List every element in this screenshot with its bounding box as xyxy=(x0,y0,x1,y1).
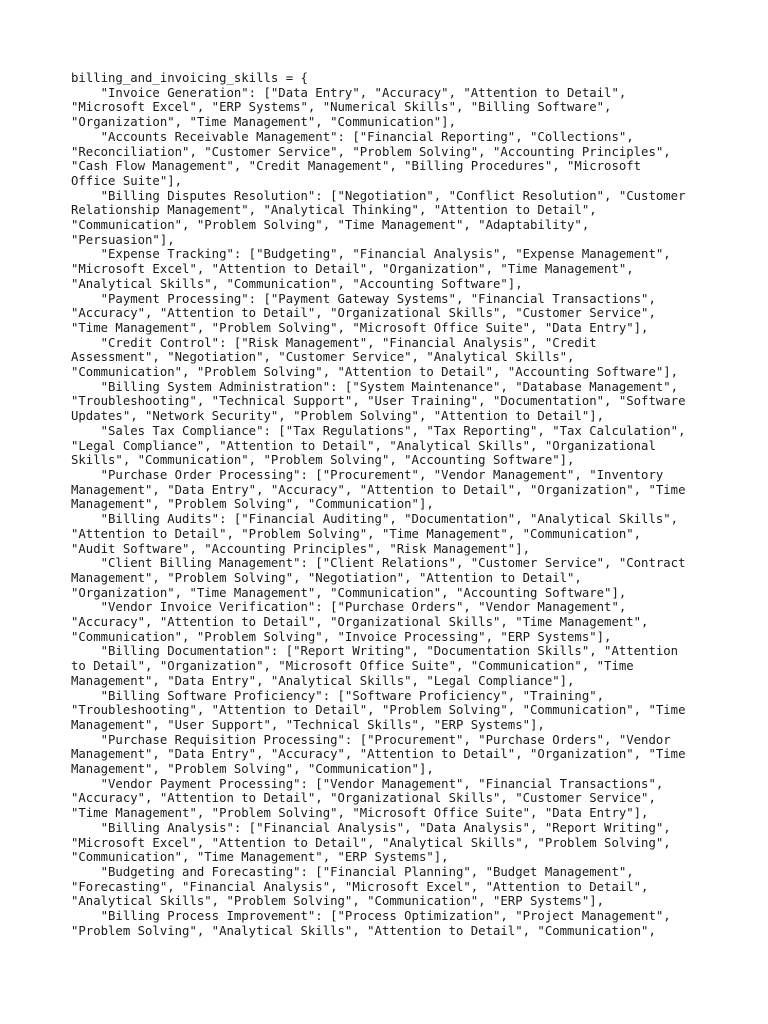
code-line: "Time Management", "Problem Solving", "Microsoft Office Suite", "Data Entry"], xyxy=(71,806,649,821)
code-block xyxy=(71,71,711,938)
code-line: "Vendor Payment Processing": ["Vendor Management", "Financial Transactions", xyxy=(71,776,664,791)
code-line: "Persuasion"], xyxy=(71,232,175,247)
document-page xyxy=(71,71,711,938)
code-line: Management", "Problem Solving", "Negotiation", "Attention to Detail", xyxy=(71,570,582,585)
code-line: "Billing Process Improvement": ["Process Optimization", "Project Management", xyxy=(71,909,671,924)
code-line: "Budgeting and Forecasting": ["Financial Planning", "Budget Management", xyxy=(71,864,634,879)
code-line: "Problem Solving", "Analytical Skills", "Attention to Detail", "Communication", xyxy=(71,923,656,938)
code-line: "Billing Analysis": ["Financial Analysis", "Data Analysis", "Report Writing", xyxy=(71,820,671,835)
code-line: "Analytical Skills", "Communication", "Accounting Software"], xyxy=(71,276,523,291)
code-line: "Communication", "Problem Solving", "Attention to Detail", "Accounting Software"], xyxy=(71,365,679,380)
code-line: "Billing Documentation": ["Report Writing", "Documentation Skills", "Attention xyxy=(71,644,679,659)
code-line: "Purchase Requisition Processing": ["Procurement", "Purchase Orders", "Vendor xyxy=(71,732,671,747)
code-line: "Audit Software", "Accounting Principles", "Risk Management"], xyxy=(71,541,531,556)
code-line: "Microsoft Excel", "Attention to Detail", "Organization", "Time Management", xyxy=(71,262,634,277)
code-line: Relationship Management", "Analytical Thinking", "Attention to Detail", xyxy=(71,203,597,218)
code-line: "Payment Processing": ["Payment Gateway Systems", "Financial Transactions", xyxy=(71,291,656,306)
code-line: "Accuracy", "Attention to Detail", "Organizational Skills", "Customer Service", xyxy=(71,306,656,321)
code-line: "Invoice Generation": ["Data Entry", "Accuracy", "Attention to Detail", xyxy=(71,85,627,100)
code-line: "Billing Software Proficiency": ["Software Proficiency", "Training", xyxy=(71,688,605,703)
code-line: Office Suite"], xyxy=(71,173,183,188)
code-line: "Reconciliation", "Customer Service", "Problem Solving", "Accounting Principles", xyxy=(71,144,671,159)
code-line: "Communication", "Problem Solving", "Invoice Processing", "ERP Systems"], xyxy=(71,629,612,644)
code-line: "Troubleshooting", "Attention to Detail", "Problem Solving", "Communication", "Time xyxy=(71,703,686,718)
code-line: "Communication", "Time Management", "ERP Systems"], xyxy=(71,850,449,865)
code-line: Management", "Data Entry", "Accuracy", "Attention to Detail", "Organization", "Time xyxy=(71,747,686,762)
code-line: "Accounts Receivable Management": ["Financial Reporting", "Collections", xyxy=(71,129,634,144)
code-line: "Organization", "Time Management", "Communication"], xyxy=(71,115,456,130)
code-line: "Analytical Skills", "Problem Solving", "Communication", "ERP Systems"], xyxy=(71,894,605,909)
code-line: "Sales Tax Compliance": ["Tax Regulations", "Tax Reporting", "Tax Calculation", xyxy=(71,423,686,438)
code-line: Management", "Data Entry", "Analytical Skills", "Legal Compliance"], xyxy=(71,673,575,688)
code-line: "Organization", "Time Management", "Communication", "Accounting Software"], xyxy=(71,585,627,600)
code-line: "Billing Disputes Resolution": ["Negotiation", "Conflict Resolution", "Customer xyxy=(71,188,686,203)
code-line: "Troubleshooting", "Technical Support", "User Training", "Documentation", "Software xyxy=(71,394,686,409)
code-line: "Microsoft Excel", "ERP Systems", "Numerical Skills", "Billing Software", xyxy=(71,100,612,115)
code-line: Management", "User Support", "Technical Skills", "ERP Systems"], xyxy=(71,717,545,732)
code-line: "Purchase Order Processing": ["Procurement", "Vendor Management", "Inventory xyxy=(71,467,664,482)
code-line: "Attention to Detail", "Problem Solving", "Time Management", "Communication", xyxy=(71,526,642,541)
code-line: "Forecasting", "Financial Analysis", "Microsoft Excel", "Attention to Detail", xyxy=(71,879,649,894)
code-line: "Credit Control": ["Risk Management", "Financial Analysis", "Credit xyxy=(71,335,597,350)
code-line: Skills", "Communication", "Problem Solving", "Accounting Software"], xyxy=(71,453,575,468)
code-line: "Client Billing Management": ["Client Relations", "Customer Service", "Contract xyxy=(71,556,686,571)
code-line: "Cash Flow Management", "Credit Management", "Billing Procedures", "Microsoft xyxy=(71,159,642,174)
code-line: Management", "Data Entry", "Accuracy", "Attention to Detail", "Organization", "Time xyxy=(71,482,686,497)
code-line: "Time Management", "Problem Solving", "Microsoft Office Suite", "Data Entry"], xyxy=(71,320,649,335)
code-line: "Legal Compliance", "Attention to Detail", "Analytical Skills", "Organizational xyxy=(71,438,656,453)
code-line: "Communication", "Problem Solving", "Time Management", "Adaptability", xyxy=(71,218,590,233)
code-line: "Accuracy", "Attention to Detail", "Organizational Skills", "Customer Service", xyxy=(71,791,656,806)
code-line: billing_and_invoicing_skills = { xyxy=(71,71,308,85)
code-line: "Microsoft Excel", "Attention to Detail", "Analytical Skills", "Problem Solving", xyxy=(71,835,671,850)
code-line: Updates", "Network Security", "Problem Solving", "Attention to Detail"], xyxy=(71,409,605,424)
code-line: Management", "Problem Solving", "Communication"], xyxy=(71,762,434,777)
code-line: "Vendor Invoice Verification": ["Purchase Orders", "Vendor Management", xyxy=(71,600,627,615)
code-line: "Billing Audits": ["Financial Auditing", "Documentation", "Analytical Skills", xyxy=(71,512,679,527)
code-line: to Detail", "Organization", "Microsoft Office Suite", "Communication", "Time xyxy=(71,659,634,674)
code-line: "Billing System Administration": ["System Maintenance", "Database Management", xyxy=(71,379,679,394)
code-line: Management", "Problem Solving", "Communication"], xyxy=(71,497,434,512)
code-line: "Accuracy", "Attention to Detail", "Organizational Skills", "Time Management", xyxy=(71,615,649,630)
code-line: "Expense Tracking": ["Budgeting", "Financial Analysis", "Expense Management", xyxy=(71,247,671,262)
code-line: Assessment", "Negotiation", "Customer Service", "Analytical Skills", xyxy=(71,350,575,365)
